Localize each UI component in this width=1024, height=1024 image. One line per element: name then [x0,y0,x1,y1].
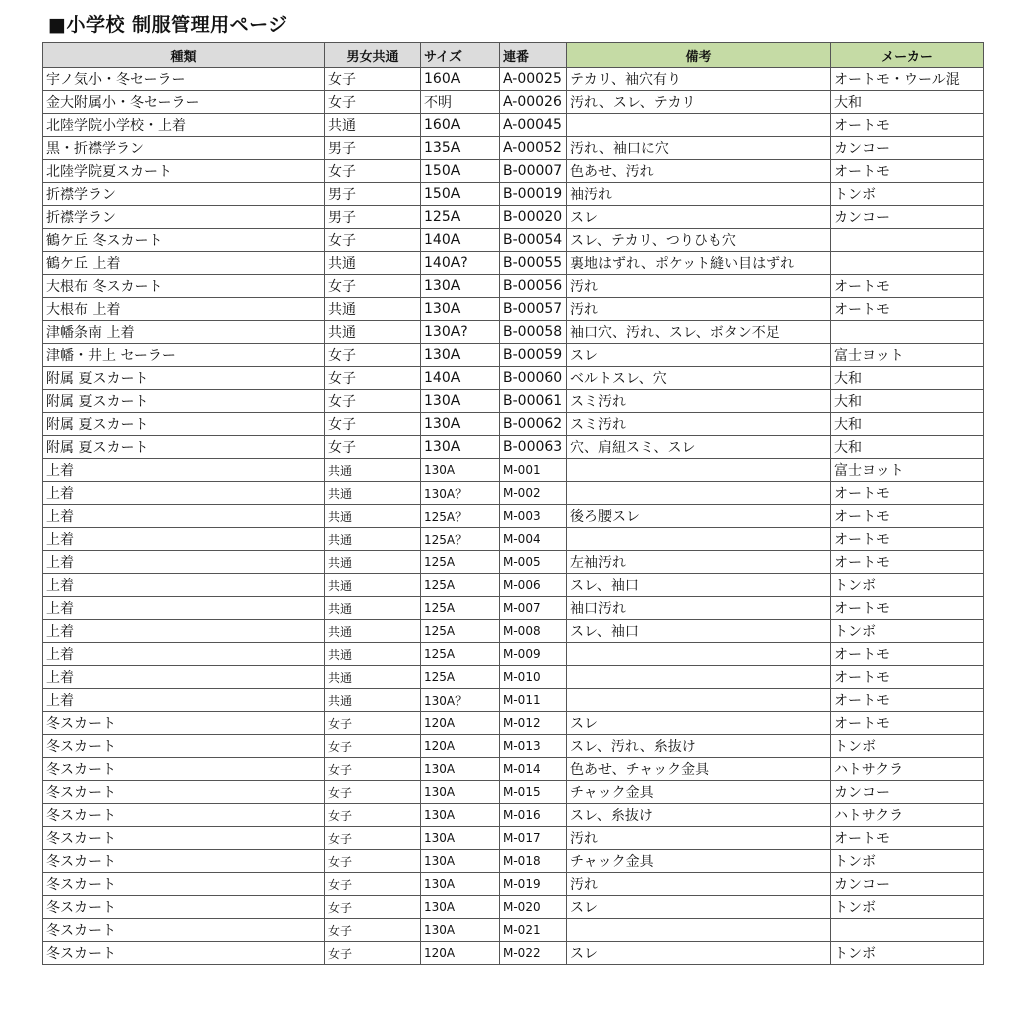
table-row [43,666,984,689]
cell-type: 津幡条南 上着 [43,321,325,344]
table-header [43,43,984,68]
table-row [43,597,984,620]
cell-type: 津幡・井上 セーラー [43,344,325,367]
cell-size: 140A? [421,252,500,275]
cell-type: 鶴ケ丘 上着 [43,252,325,275]
cell-notes: スミ汚れ [567,390,831,413]
cell-size: 130A [421,436,500,459]
cell-maker: オートモ [831,160,984,183]
cell-notes: 汚れ、袖口に穴 [567,137,831,160]
table-row [43,712,984,735]
cell-type: 冬スカート [43,896,325,919]
cell-type: 冬スカート [43,827,325,850]
table-row [43,321,984,344]
cell-maker: オートモ・ウール混 [831,68,984,91]
cell-type: 冬スカート [43,735,325,758]
cell-notes [567,114,831,137]
table-row [43,160,984,183]
cell-gender: 女子 [325,413,421,436]
cell-notes: 汚れ [567,873,831,896]
cell-size: 160A [421,114,500,137]
cell-maker: 富士ヨット [831,459,984,482]
header-gender: 男女共通 [325,43,421,68]
cell-type: 上着 [43,505,325,528]
cell-serial: B-00063 [500,436,567,459]
cell-notes: テカリ、袖穴有り [567,68,831,91]
cell-notes: 裏地はずれ、ポケット縫い目はずれ [567,252,831,275]
table-row [43,735,984,758]
cell-maker: オートモ [831,275,984,298]
cell-serial: M-018 [500,850,567,873]
cell-maker: トンボ [831,942,984,965]
cell-maker: トンボ [831,896,984,919]
cell-type: 附属 夏スカート [43,413,325,436]
cell-notes: 色あせ、汚れ [567,160,831,183]
cell-type: 折襟学ラン [43,206,325,229]
cell-size: 125A [421,643,500,666]
cell-notes [567,643,831,666]
cell-size: 130A [421,459,500,482]
cell-maker: ハトサクラ [831,804,984,827]
table-row [43,643,984,666]
cell-size: 120A [421,942,500,965]
cell-notes: スレ、糸抜け [567,804,831,827]
cell-size: 125A [421,574,500,597]
cell-notes: 汚れ、スレ、テカリ [567,91,831,114]
cell-maker: オートモ [831,666,984,689]
cell-serial: M-003 [500,505,567,528]
cell-size: 130A [421,275,500,298]
cell-serial: B-00058 [500,321,567,344]
cell-gender: 共通 [325,459,421,482]
page-title: ■小学校 制服管理用ページ [48,14,288,36]
cell-serial: M-019 [500,873,567,896]
cell-serial: M-007 [500,597,567,620]
table-row [43,344,984,367]
cell-type: 北陸学院小学校・上着 [43,114,325,137]
cell-gender: 共通 [325,482,421,505]
cell-type: 上着 [43,620,325,643]
cell-maker: 大和 [831,91,984,114]
cell-notes: 色あせ、チャック金具 [567,758,831,781]
cell-gender: 女子 [325,436,421,459]
cell-maker: オートモ [831,689,984,712]
cell-gender: 女子 [325,68,421,91]
cell-size: 130A [421,919,500,942]
cell-gender: 女子 [325,275,421,298]
cell-size: 130A？ [421,689,500,712]
table-row [43,942,984,965]
table-row [43,252,984,275]
cell-type: 冬スカート [43,781,325,804]
cell-maker: 大和 [831,367,984,390]
cell-maker: トンボ [831,850,984,873]
cell-notes: チャック金具 [567,781,831,804]
cell-serial: M-015 [500,781,567,804]
cell-size: 125A [421,597,500,620]
cell-gender: 男子 [325,183,421,206]
cell-notes: 袖口汚れ [567,597,831,620]
cell-type: 冬スカート [43,758,325,781]
cell-serial: B-00056 [500,275,567,298]
cell-serial: M-020 [500,896,567,919]
cell-serial: M-006 [500,574,567,597]
header-notes: 備考 [567,43,831,68]
cell-size: 130A [421,873,500,896]
cell-serial: M-005 [500,551,567,574]
cell-type: 附属 夏スカート [43,390,325,413]
cell-gender: 女子 [325,919,421,942]
cell-size: 135A [421,137,500,160]
cell-size: 130A [421,781,500,804]
cell-serial: A-00045 [500,114,567,137]
cell-gender: 共通 [325,666,421,689]
table-row [43,229,984,252]
cell-size: 130A [421,896,500,919]
cell-serial: B-00054 [500,229,567,252]
cell-notes: チャック金具 [567,850,831,873]
cell-maker: カンコー [831,137,984,160]
cell-serial: M-011 [500,689,567,712]
cell-gender: 共通 [325,597,421,620]
table-row [43,551,984,574]
cell-gender: 女子 [325,804,421,827]
cell-maker: トンボ [831,574,984,597]
cell-serial: M-013 [500,735,567,758]
table-row [43,850,984,873]
table-row [43,114,984,137]
cell-notes: スレ、袖口 [567,574,831,597]
cell-type: 宇ノ気小・冬セーラー [43,68,325,91]
cell-maker: オートモ [831,551,984,574]
table-row [43,505,984,528]
table-row [43,183,984,206]
cell-gender: 女子 [325,367,421,390]
cell-maker: 大和 [831,390,984,413]
cell-serial: M-010 [500,666,567,689]
cell-notes: 後ろ腰スレ [567,505,831,528]
cell-type: 折襟学ラン [43,183,325,206]
cell-serial: M-016 [500,804,567,827]
cell-size: 不明 [421,91,500,114]
cell-maker [831,252,984,275]
cell-maker: オートモ [831,643,984,666]
cell-size: 130A？ [421,482,500,505]
cell-gender: 共通 [325,298,421,321]
cell-type: 上着 [43,574,325,597]
table-row [43,436,984,459]
cell-gender: 共通 [325,114,421,137]
cell-serial: M-002 [500,482,567,505]
cell-type: 北陸学院夏スカート [43,160,325,183]
cell-size: 140A [421,367,500,390]
cell-maker: オートモ [831,482,984,505]
cell-maker: ハトサクラ [831,758,984,781]
cell-maker: オートモ [831,712,984,735]
cell-maker [831,321,984,344]
cell-serial: A-00052 [500,137,567,160]
cell-serial: B-00019 [500,183,567,206]
cell-size: 120A [421,712,500,735]
cell-gender: 女子 [325,712,421,735]
cell-type: 上着 [43,528,325,551]
cell-gender: 女子 [325,942,421,965]
cell-gender: 共通 [325,505,421,528]
cell-serial: M-014 [500,758,567,781]
header-type: 種類 [43,43,325,68]
cell-maker: オートモ [831,827,984,850]
cell-serial: B-00057 [500,298,567,321]
cell-maker: 大和 [831,436,984,459]
table-row [43,68,984,91]
cell-gender: 共通 [325,574,421,597]
table-body [43,68,984,965]
table-row [43,804,984,827]
table-row [43,827,984,850]
cell-gender: 共通 [325,620,421,643]
table-row [43,298,984,321]
cell-gender: 女子 [325,896,421,919]
cell-serial: B-00020 [500,206,567,229]
cell-type: 上着 [43,482,325,505]
cell-maker [831,919,984,942]
cell-serial: M-009 [500,643,567,666]
cell-notes [567,482,831,505]
cell-notes [567,919,831,942]
cell-notes: 汚れ [567,298,831,321]
cell-type: 上着 [43,459,325,482]
cell-size: 130A [421,850,500,873]
cell-notes: スミ汚れ [567,413,831,436]
table-row [43,459,984,482]
cell-serial: B-00060 [500,367,567,390]
cell-gender: 女子 [325,735,421,758]
header-serial: 連番 [500,43,567,68]
cell-gender: 女子 [325,344,421,367]
cell-gender: 女子 [325,758,421,781]
table-row [43,574,984,597]
cell-size: 140A [421,229,500,252]
cell-maker: トンボ [831,183,984,206]
cell-maker: オートモ [831,505,984,528]
cell-type: 上着 [43,666,325,689]
cell-serial: M-001 [500,459,567,482]
cell-maker: 富士ヨット [831,344,984,367]
cell-type: 冬スカート [43,804,325,827]
cell-notes: スレ、テカリ、つりひも穴 [567,229,831,252]
cell-gender: 女子 [325,827,421,850]
cell-notes: 袖汚れ [567,183,831,206]
cell-notes [567,666,831,689]
cell-type: 附属 夏スカート [43,436,325,459]
cell-notes: ベルトスレ、穴 [567,367,831,390]
cell-size: 130A? [421,321,500,344]
cell-serial: B-00059 [500,344,567,367]
cell-gender: 女子 [325,873,421,896]
cell-maker: 大和 [831,413,984,436]
cell-size: 160A [421,68,500,91]
cell-gender: 男子 [325,206,421,229]
cell-serial: M-021 [500,919,567,942]
cell-size: 120A [421,735,500,758]
cell-notes [567,689,831,712]
cell-gender: 女子 [325,229,421,252]
table-row [43,367,984,390]
cell-maker: トンボ [831,620,984,643]
cell-maker: オートモ [831,298,984,321]
cell-maker: カンコー [831,873,984,896]
cell-gender: 女子 [325,781,421,804]
cell-type: 上着 [43,597,325,620]
cell-gender: 女子 [325,160,421,183]
cell-notes: スレ [567,712,831,735]
cell-gender: 女子 [325,91,421,114]
table-row [43,896,984,919]
cell-gender: 女子 [325,390,421,413]
cell-size: 130A [421,344,500,367]
table-row [43,482,984,505]
cell-notes: スレ、袖口 [567,620,831,643]
cell-serial: B-00061 [500,390,567,413]
cell-serial: M-022 [500,942,567,965]
cell-notes: 汚れ [567,275,831,298]
cell-notes: スレ、汚れ、糸抜け [567,735,831,758]
cell-notes [567,528,831,551]
header-maker: メーカー [831,43,984,68]
cell-notes: 汚れ [567,827,831,850]
cell-size: 130A [421,413,500,436]
table-row [43,758,984,781]
table-row [43,781,984,804]
cell-serial: B-00062 [500,413,567,436]
cell-size: 150A [421,183,500,206]
cell-size: 125A [421,620,500,643]
cell-serial: M-012 [500,712,567,735]
cell-size: 130A [421,390,500,413]
cell-notes: スレ [567,206,831,229]
table-row [43,873,984,896]
cell-size: 150A [421,160,500,183]
cell-maker: オートモ [831,114,984,137]
header-size: サイズ [421,43,500,68]
cell-gender: 共通 [325,551,421,574]
cell-notes: 穴、肩紐スミ、スレ [567,436,831,459]
cell-type: 金大附属小・冬セーラー [43,91,325,114]
table-row [43,91,984,114]
cell-serial: A-00026 [500,91,567,114]
table-row [43,689,984,712]
cell-type: 鶴ケ丘 冬スカート [43,229,325,252]
cell-serial: M-004 [500,528,567,551]
cell-type: 黒・折襟学ラン [43,137,325,160]
cell-maker: オートモ [831,597,984,620]
cell-size: 130A [421,298,500,321]
cell-size: 130A [421,827,500,850]
table-row [43,919,984,942]
cell-size: 125A [421,206,500,229]
cell-gender: 共通 [325,643,421,666]
table-row [43,206,984,229]
cell-maker: オートモ [831,528,984,551]
uniform-table [42,42,984,965]
cell-type: 大根布 冬スカート [43,275,325,298]
cell-serial: A-00025 [500,68,567,91]
cell-gender: 女子 [325,850,421,873]
cell-type: 冬スカート [43,712,325,735]
cell-type: 大根布 上着 [43,298,325,321]
cell-type: 附属 夏スカート [43,367,325,390]
cell-type: 上着 [43,643,325,666]
cell-gender: 共通 [325,689,421,712]
table-row [43,620,984,643]
cell-type: 上着 [43,551,325,574]
table-row [43,413,984,436]
cell-type: 冬スカート [43,919,325,942]
cell-maker [831,229,984,252]
cell-serial: B-00055 [500,252,567,275]
cell-type: 冬スカート [43,850,325,873]
cell-size: 130A [421,804,500,827]
cell-type: 冬スカート [43,942,325,965]
cell-serial: M-008 [500,620,567,643]
cell-size: 125A？ [421,528,500,551]
cell-gender: 共通 [325,321,421,344]
cell-notes: 左袖汚れ [567,551,831,574]
table-row [43,528,984,551]
cell-notes: 袖口穴、汚れ、スレ、ボタン不足 [567,321,831,344]
cell-gender: 共通 [325,528,421,551]
table-row [43,137,984,160]
cell-gender: 男子 [325,137,421,160]
cell-gender: 共通 [325,252,421,275]
cell-notes: スレ [567,344,831,367]
cell-type: 冬スカート [43,873,325,896]
table-row [43,390,984,413]
cell-maker: カンコー [831,781,984,804]
cell-serial: B-00007 [500,160,567,183]
cell-notes: スレ [567,896,831,919]
cell-size: 125A？ [421,505,500,528]
cell-type: 上着 [43,689,325,712]
cell-maker: トンボ [831,735,984,758]
cell-size: 130A [421,758,500,781]
table-row [43,275,984,298]
cell-notes [567,459,831,482]
cell-serial: M-017 [500,827,567,850]
cell-size: 125A [421,551,500,574]
cell-maker: カンコー [831,206,984,229]
cell-size: 125A [421,666,500,689]
cell-notes: スレ [567,942,831,965]
